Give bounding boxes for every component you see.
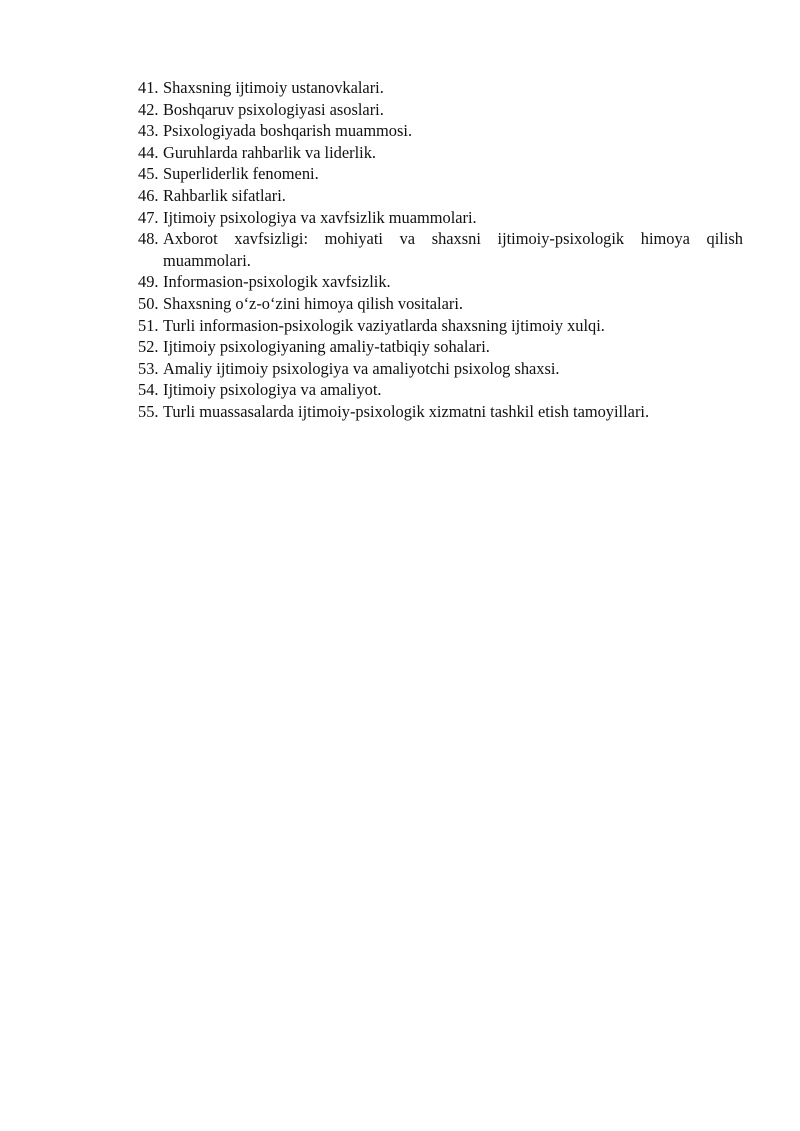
item-number: 50. — [138, 293, 159, 313]
item-text: Amaliy ijtimoiy psixologiya va amaliyotchi psixolog shaxsi. — [163, 358, 560, 378]
item-number: 54. — [138, 380, 159, 400]
item-number: 45. — [138, 164, 159, 184]
list-item — [138, 163, 743, 185]
item-text: Ijtimoiy psixologiyaning amaliy-tatbiqiy sohalari. — [163, 337, 490, 357]
item-number: 47. — [138, 207, 159, 227]
list-item — [138, 271, 743, 293]
list-item — [138, 142, 743, 164]
list-item — [138, 207, 743, 229]
item-text: Psixologiyada boshqarish muammosi. — [163, 121, 413, 141]
item-text: Informasion-psixologik xavfsizlik. — [163, 272, 391, 292]
item-text: Boshqaruv psixologiyasi asoslari. — [163, 99, 384, 119]
list-item — [138, 336, 743, 358]
list-item — [138, 293, 743, 315]
item-text: Superliderlik fenomeni. — [163, 164, 319, 184]
list-item — [138, 379, 743, 401]
list-item — [138, 99, 743, 121]
item-number: 44. — [138, 142, 159, 162]
item-number: 52. — [138, 337, 159, 357]
item-text: Axborot xavfsizligi: mohiyati va shaxsni ijtimoiy-psixologik himoya qilish muammolari. — [163, 229, 743, 270]
item-text: Ijtimoiy psixologiya va amaliyot. — [163, 380, 382, 400]
item-number: 43. — [138, 121, 159, 141]
item-number: 49. — [138, 272, 159, 292]
item-text: Shaxsning o‘z-o‘zini himoya qilish vositalari. — [163, 293, 463, 313]
list-item — [138, 77, 743, 99]
item-number: 55. — [138, 401, 159, 421]
item-number: 48. — [138, 229, 159, 249]
item-number: 53. — [138, 358, 159, 378]
item-text: Shaxsning ijtimoiy ustanovkalari. — [163, 78, 384, 97]
item-number: 51. — [138, 315, 159, 335]
item-text: Ijtimoiy psixologiya va xavfsizlik muammolari. — [163, 207, 477, 227]
item-text: Guruhlarda rahbarlik va liderlik. — [163, 142, 376, 162]
item-text: Turli muassasalarda ijtimoiy-psixologik xizmatni tashkil etish tamoyillari. — [163, 401, 650, 421]
item-number: 41. — [138, 78, 159, 97]
list-item — [138, 358, 743, 380]
list-item — [138, 228, 743, 271]
list-item — [138, 185, 743, 207]
list-item — [138, 315, 743, 337]
topic-list — [138, 77, 743, 423]
list-item — [138, 401, 743, 423]
list-item — [138, 120, 743, 142]
item-number: 42. — [138, 99, 159, 119]
item-number: 46. — [138, 185, 159, 205]
item-text: Turli informasion-psixologik vaziyatlarda shaxsning ijtimoiy xulqi. — [163, 315, 605, 335]
item-text: Rahbarlik sifatlari. — [163, 185, 286, 205]
